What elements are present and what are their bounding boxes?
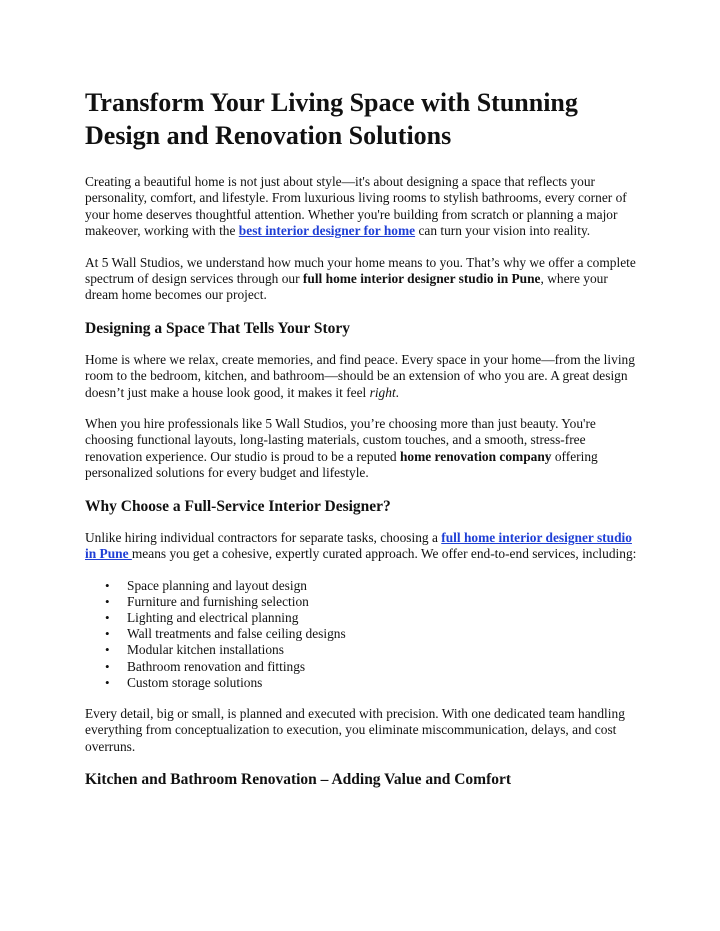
full-service-text-1b: means you get a cohesive, expertly curated approach. We offer end-to-end services, including: — [131, 546, 637, 562]
studio-pune-bold: full home interior designer studio in Pune — [302, 271, 541, 287]
intro-text-1b: can turn your vision into reality. — [415, 223, 591, 239]
list-item-label: Modular kitchen installations — [127, 642, 284, 658]
full-home-studio-link[interactable]: full home interior designer studio in Pune — [85, 529, 632, 562]
bullet-icon: • — [105, 658, 110, 674]
full-service-paragraph-1 — [85, 530, 637, 563]
intro-text-2a: At 5 Wall Studios, we understand how much your home means to you. That’s why we offer a complete spectrum of design services through our — [85, 254, 636, 287]
home-renovation-bold: home renovation company — [399, 448, 552, 464]
bullet-icon: • — [105, 642, 110, 658]
story-paragraph-1 — [85, 352, 637, 401]
story-text-2b: offering personalized solutions for every budget and lifestyle. — [85, 448, 598, 481]
list-item — [105, 609, 637, 626]
list-item — [105, 626, 637, 642]
story-text-1b: . — [395, 384, 400, 400]
list-item-label: Bathroom renovation and fittings — [127, 658, 306, 674]
list-item-label: Custom storage solutions — [127, 674, 263, 690]
list-item — [105, 593, 637, 610]
full-service-paragraph-2: Every detail, big or small, is planned and executed with precision. With one dedicated team handling everything from conceptualization to execution, you eliminate miscommunication, delays, and cost overruns. — [85, 705, 625, 754]
intro-paragraph-1 — [85, 174, 637, 240]
full-service-text-1a: Unlike hiring individual contractors for separate tasks, choosing a — [85, 529, 442, 545]
story-italic-right: right — [369, 384, 396, 400]
bullet-icon: • — [105, 577, 110, 593]
list-item-label: Space planning and layout design — [127, 577, 307, 593]
bullet-icon: • — [105, 593, 110, 609]
services-list — [85, 578, 637, 691]
list-item — [105, 658, 637, 675]
intro-text-1a: Creating a beautiful home is not just about style—it's about designing a space that reflects your personality, comfort, and lifestyle. From luxurious living rooms to stylish bathrooms, every corner of your home deserves thoughtful attention. Whether you're building from scratch or planning a major makeover, working with the — [85, 174, 627, 239]
story-paragraph-2 — [85, 416, 637, 482]
story-text-2a: When you hire professionals like 5 Wall Studios, you’re choosing more than just beauty. You're choosing functional layouts, long-lasting materials, custom touches, and a smooth, stress-free renovation experience. Our studio is proud to be a reputed — [85, 416, 596, 464]
intro-text-2b: , where your dream home becomes our project. — [85, 271, 608, 303]
intro-paragraph-2 — [85, 255, 637, 304]
list-item — [105, 642, 637, 658]
section-heading-story: Designing a Space That Tells Your Story — [85, 319, 350, 337]
list-item-label: Furniture and furnishing selection — [127, 593, 309, 609]
list-item — [105, 674, 637, 691]
list-item-label: Lighting and electrical planning — [127, 609, 299, 625]
document-page — [85, 86, 637, 803]
list-item-label: Wall treatments and false ceiling designs — [127, 626, 346, 642]
bullet-icon: • — [105, 626, 110, 642]
bullet-icon: • — [105, 609, 110, 625]
bullet-icon: • — [105, 674, 110, 690]
best-interior-designer-link[interactable]: best interior designer for home — [238, 223, 416, 239]
section-heading-full-service: Why Choose a Full-Service Interior Designer? — [85, 497, 391, 515]
page-title: Transform Your Living Space with Stunning Design and Renovation Solutions — [85, 88, 578, 150]
story-text-1a: Home is where we relax, create memories, and find peace. Every space in your home—from the living room to the bedroom, kitchen, and bathroom—should be an extension of who you are. A great design doesn’t just make a house look good, it makes it feel — [85, 351, 635, 400]
section-heading-kitchen-bathroom: Kitchen and Bathroom Renovation – Adding Value and Comfort — [85, 771, 512, 789]
list-item — [105, 577, 637, 594]
